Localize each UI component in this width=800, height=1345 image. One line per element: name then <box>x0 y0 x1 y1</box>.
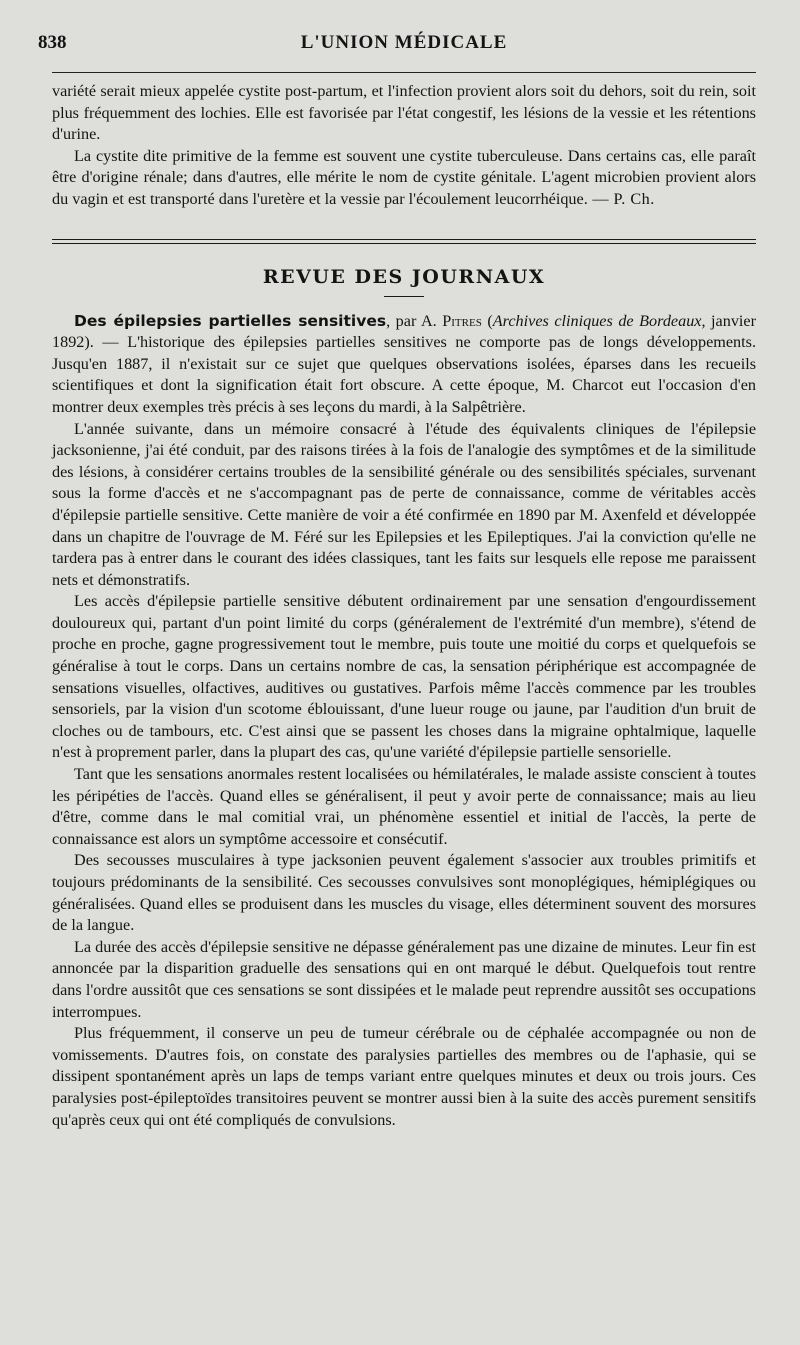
article-title: Des épilepsies partielles sensitives <box>74 311 387 330</box>
paragraph: L'année suivante, dans un mémoire consacré à l'étude des équivalents cliniques de l'épilepsie jacksonienne, j'ai été conduit, par des raisons tirées à la fois de l'analogie des symptômes et de la similitude des lésions, à considérer certains troubles de la sensibilité générale ou des sensibilités spéciales, survenant sous la forme d'accès et ne s'accompagnant pas de perte de connaissance, comme de véritables accès d'épilepsie partielle sensitive. Cette manière de voir a été confirmée en 1890 par M. Axenfeld et développée dans un chapitre de l'ouvrage de M. Féré sur les Epilepsies et les Epileptiques. J'ai la conviction qu'elle ne tardera pas à entrer dans le courant des idées classiques, tant les faits sur lesquels elle repose me paraissent nets et démonstratifs. <box>52 419 756 589</box>
article-author: Pitres <box>442 311 482 330</box>
paragraph: Des secousses musculaires à type jacksonien peuvent également s'associer aux troubles primitifs et toujours prédominants de la sensibilité. Ces secousses convulsives sont monoplégiques, hémiplégiques ou généralisées. Quand elles se produisent dans les muscles du visage, elles déterminent souvent des morsures de la langue. <box>52 851 756 935</box>
article-intro <box>52 311 756 419</box>
signature: — P. Ch. <box>587 189 655 208</box>
source-open: ( <box>481 311 493 330</box>
paragraph: Plus fréquemment, il conserve un peu de tumeur cérébrale ou de céphalée accompagnée ou non de vomissements. D'autres fois, on constate des paralysies partielles des membres ou de l'aphasie, qui se dissipent spontanément après un laps de temps variant entre quelques minutes et deux ou trois jours. Ces paralysies post-épileptoïdes transitoires peuvent se montrer aussi bien à la suite des accès purement sensitifs qu'après ceux qui ont été compliqués de convulsions. <box>52 1024 756 1129</box>
page-header <box>38 28 756 58</box>
paragraph: La durée des accès d'épilepsie sensitive ne dépasse généralement pas une dizaine de minutes. Leur fin est annoncée par la disparition graduelle des sensations qui en ont marqué le début. Quelquefois tout rentre dans l'ordre aussitôt que ces sensations se sont dissipées et le malade peut reprendre aussitôt ses occupations interrompues. <box>52 937 756 1021</box>
header-rule <box>52 72 756 73</box>
intro-text: janvier 1892). — L'historique des épilepsies partielles sensitives ne comporte pas de longs développements. Jusqu'en 1887, il n'existait sur ce sujet que quelques observations isolées, éparses dans les recueils scientifiques et dont la signification était fort obscure. A cette époque, M. Charcot eut l'occasion d'en montrer deux exemples très précis à ses leçons du mardi, à la Salpêtrière. <box>52 311 756 416</box>
article-source: Archives cliniques de Bordeaux <box>492 311 702 330</box>
paragraph: Les accès d'épilepsie partielle sensitive débutent ordinairement par une sensation d'engourdissement douloureux qui, partant d'un point limité du corps (généralement de l'extrémité d'un membre), s'étend de proche en proche, gagne progressivement tout le membre, puis toute une moitié du corps et quelquefois se généralise à tout le corps. Dans un certains nombre de cas, la sensation périphérique est accompagnée de sensations visuelles, olfactives, auditives ou gustatives. Parfois même l'accès commence par les troubles sensoriels, par la vision d'un scotome éblouissant, d'une lueur rouge ou jaune, par l'audition d'un bruit de cloches ou de tambours, etc. C'est ainsi que se passent les choses dans la migraine ophtalmique, laquelle n'est à proprement parler, dans la plupart des cas, qu'une variété d'épilepsie partielle sensorielle. <box>52 592 756 762</box>
source-close: , <box>701 311 706 330</box>
journal-title: L'UNION MÉDICALE <box>300 32 508 53</box>
title-separator: , par A. <box>386 311 443 330</box>
paragraph-with-signature <box>52 146 756 211</box>
section-divider <box>52 239 756 244</box>
paragraph: variété serait mieux appelée cystite post-partum, et l'infection provient alors soit du dehors, soit du rein, soit plus fréquemment des lochies. Elle est favorisée par l'état congestif, les lésions de la vessie et les rétentions d'urine. <box>52 82 756 144</box>
previous-article <box>52 81 756 211</box>
section-title: REVUE DES JOURNAUX <box>262 265 546 288</box>
paragraph-text: La cystite dite primitive de la femme est souvent une cystite tuberculeuse. Dans certains cas, elle paraît être d'origine rénale; dans d'autres, elle mérite le nom de cystite génitale. L'agent microbien provient alors du vagin et est transporté dans l'uretère et la vessie par l'écoulement leucorrhéique. <box>52 146 756 208</box>
paragraph: Tant que les sensations anormales restent localisées ou hémilatérales, le malade assiste conscient à toutes les péripéties de l'accès. Quand elles se généralisent, il peut y avoir perte de connaissance; mais au lieu d'être, comme dans le mal comitial vrai, un phénomène essentiel et initial de l'accès, la perte de connaissance est alors un symptôme accessoire et consécutif. <box>52 765 756 848</box>
title-rule <box>384 296 424 297</box>
page-number: 838 <box>38 32 67 53</box>
review-article <box>52 311 756 1132</box>
